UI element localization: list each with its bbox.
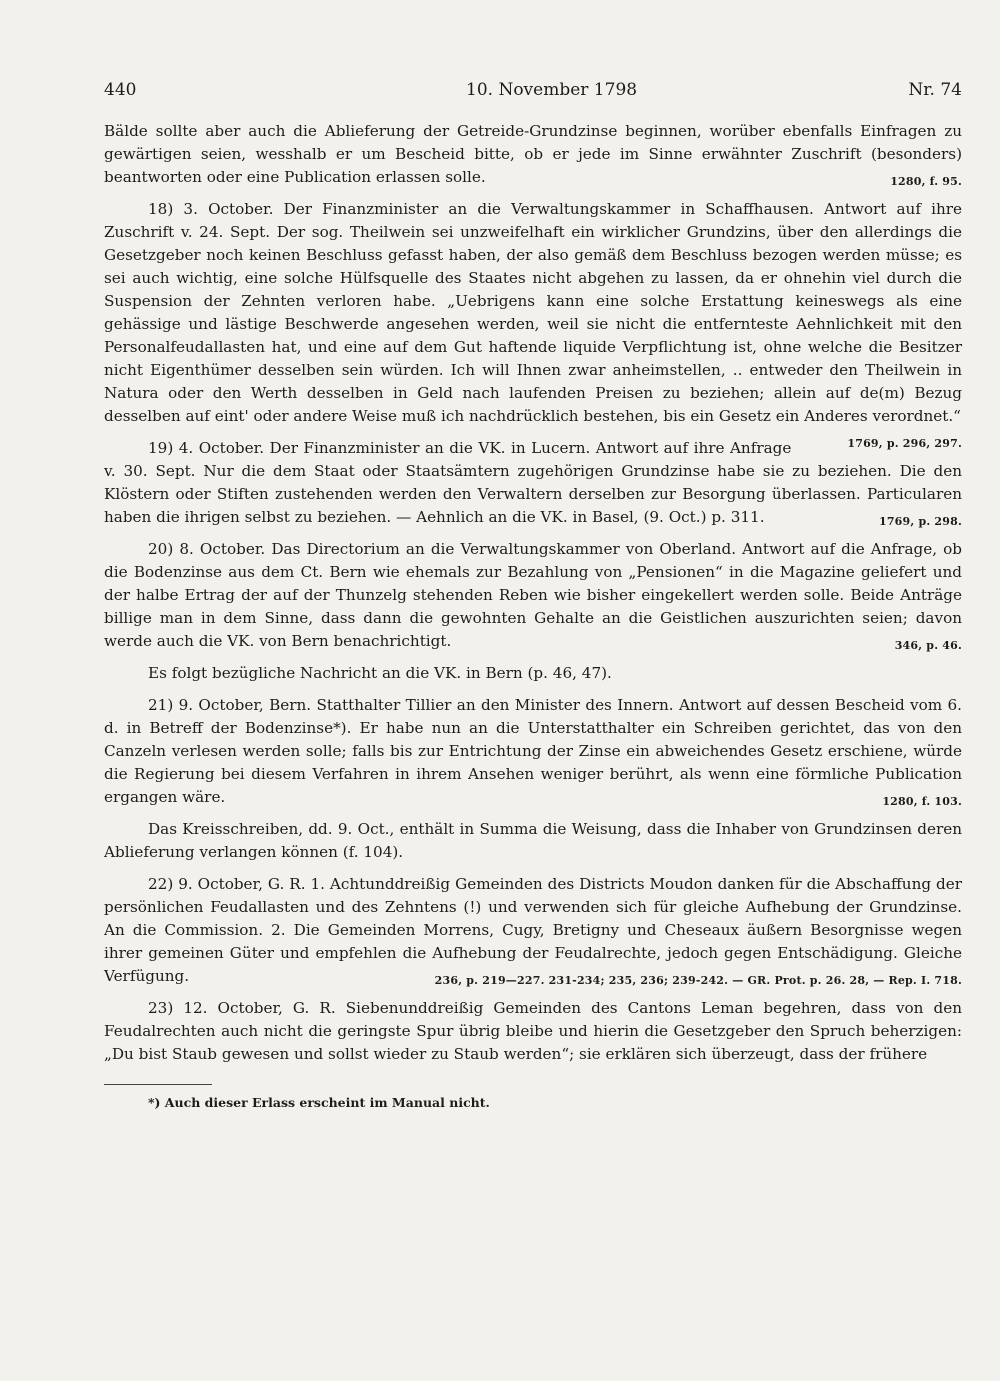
paragraph bbox=[104, 818, 962, 864]
document-number: Nr. 74 bbox=[908, 80, 962, 100]
paragraph bbox=[104, 538, 962, 653]
paragraph bbox=[104, 120, 962, 189]
archive-reference: 236, p. 219—227. 231-234; 235, 236; 239-242. — GR. Prot. p. 26. 28, — Rep. I. 718. bbox=[434, 974, 962, 987]
archive-reference: 1769, p. 296, 297. bbox=[847, 437, 962, 450]
archive-reference: 1280, f. 95. bbox=[890, 175, 962, 188]
paragraph-text: 20) 8. October. Das Directorium an die Verwaltungskammer von Oberland. Antwort auf die Anfrage, ob die Bodenzinse aus dem Ct. Bern wie ehemals zur Bezahlung von „Pensionen“ in die Magazine geliefert und der halbe Ertrag der auf der Thunzelg stehenden Reben wie bisher eingekellert werden solle. Beide Anträge billige man in dem Sinne, dass dann die gewohnten Gehalte an die Geistlichen auszurichten seien; davon werde auch die VK. von Bern benachrichtigt. bbox=[104, 540, 962, 650]
page-date: 10. November 1798 bbox=[466, 80, 638, 100]
paragraph-text: Es folgt bezügliche Nachricht an die VK. in Bern (p. 46, 47). bbox=[148, 664, 612, 682]
paragraph-text: 23) 12. October, G. R. Siebenunddreißig Gemeinden des Cantons Leman begehren, dass von den Feudalrechten auch nicht die geringste Spur übrig bleibe und hierin die Gesetzgeber den Spruch beherzigen: „Du bist Staub gewesen und sollst wieder zu Staub werden“; sie erklären sich überzeugt, dass der frühere bbox=[104, 999, 962, 1063]
archive-reference: 346, p. 46. bbox=[894, 639, 962, 652]
paragraph bbox=[104, 694, 962, 809]
archive-reference: 1769, p. 298. bbox=[878, 515, 962, 528]
paragraph-text: Das Kreisschreiben, dd. 9. Oct., enthält in Summa die Weisung, dass die Inhaber von Grundzinsen deren Ablieferung verlangen können (f. 104). bbox=[104, 820, 962, 861]
page-header bbox=[104, 72, 962, 106]
footnote-divider bbox=[104, 1084, 212, 1085]
archive-reference: 1280, f. 103. bbox=[882, 795, 962, 808]
page-number: 440 bbox=[104, 80, 137, 100]
paragraph bbox=[104, 198, 962, 450]
paragraph-text: 19) 4. October. Der Finanzminister an die VK. in Lucern. Antwort auf ihre Anfrage v. 30. Sept. Nur die dem Staat oder Staatsämtern zugehörigen Grundzinse habe sie zu beziehen. Die den Klöstern oder Stiften zustehenden werden den Verwaltern derselben zur Besorgung überlassen. Particularen haben die ihrigen selbst zu beziehen. — Aehnlich an die VK. in Basel, (9. Oct.) p. 311. bbox=[104, 439, 962, 526]
footnote: *) Auch dieser Erlass erscheint im Manual nicht. bbox=[148, 1095, 490, 1110]
paragraph bbox=[104, 662, 962, 685]
paragraph bbox=[104, 873, 962, 988]
paragraph-text: Bälde sollte aber auch die Ablieferung der Getreide-Grundzinse beginnen, worüber ebenfalls Einfragen zu gewärtigen seien, wesshalb er um Bescheid bitte, ob er jede im Sinne erwähnter Zuschrift (besonders) beantworten oder eine Publication erlassen solle. bbox=[104, 122, 962, 186]
paragraph bbox=[104, 997, 962, 1066]
document-body bbox=[104, 120, 962, 1066]
paragraph-text: 18) 3. October. Der Finanzminister an die Verwaltungskammer in Schaffhausen. Antwort auf ihre Zuschrift v. 24. Sept. Der sog. Theilwein sei unzweifelhaft ein wirklicher Grundzins, über den allerdings die Gesetzgeber noch keinen Beschluss gefasst haben, der also gemäß dem Beschluss bezogen werden müsse; es sei auch wichtig, eine solche Hülfsquelle des Staates nicht abgehen zu lassen, da er ohnehin viel durch die Suspension der Zehnten verloren habe. „Uebrigens kann eine solche Erstattung keineswegs als eine gehässige und lästige Beschwerde angesehen werden, weil sie nicht die entfernteste Aehnlichkeit mit den Personalfeudallasten hat, und eine auf dem Gut haftende liquide Verpflichtung ist, ohne welche die Besitzer nicht Eigenthümer desselben sein würden. Ich will Ihnen zwar anheimstellen, .. entweder den Theilwein in Natura oder den Werth desselben in Geld nach laufenden Preisen zu beziehen; allein auf de(m) Bezug desselben auf eint' oder andere Weise muß ich nachdrücklich bestehen, bis ein Gesetz ein Anderes verordnet.“ bbox=[104, 200, 962, 425]
paragraph-text: 21) 9. October, Bern. Statthalter Tillier an den Minister des Innern. Antwort auf dessen Bescheid vom 6. d. in Betreff der Bodenzinse*). Er habe nun an die Unterstatthalter ein Schreiben gerichtet, das von den Canzeln verlesen werden solle; falls bis zur Entrichtung der Zinse ein abweichendes Gesetz erschiene, würde die Regierung bei diesem Verfahren in ihrem Ansehen weniger berührt, als wenn eine förmliche Publication ergangen wäre. bbox=[104, 696, 962, 806]
paragraph-text: 22) 9. October, G. R. 1. Achtunddreißig Gemeinden des Districts Moudon danken für die Abschaffung der persönlichen Feudallasten und des Zehntens (!) und verwenden sich für gleiche Aufhebung der Grundzinse. An die Commission. 2. Die Gemeinden Morrens, Cugy, Bretigny und Cheseaux äußern Besorgnisse wegen ihrer gemeinen Güter und empfehlen die Aufhebung der Feudalrechte, jedoch gegen Entschädigung. Gleiche Verfügung. bbox=[104, 875, 962, 985]
